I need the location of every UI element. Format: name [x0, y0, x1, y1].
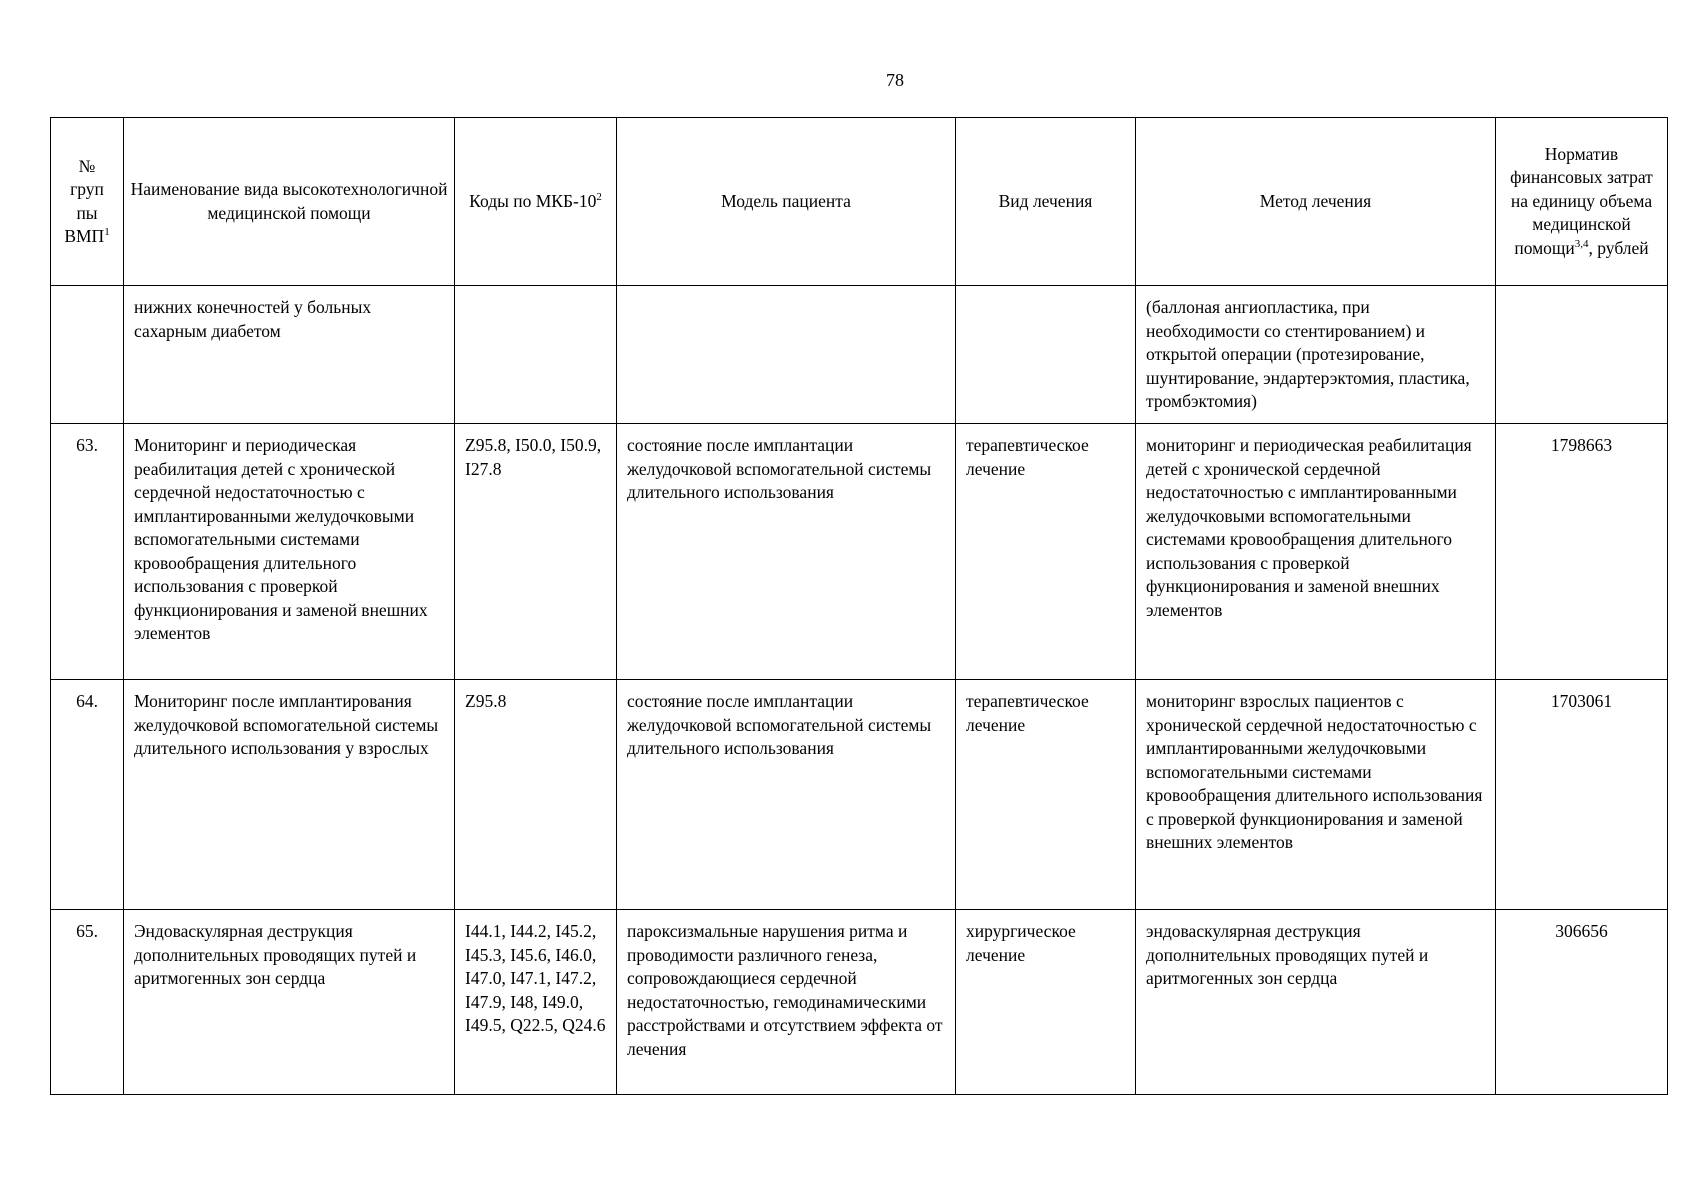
cell-treatment-type	[956, 286, 1136, 424]
header-codes: Коды по МКБ-$10^2$	[455, 118, 617, 286]
table-row	[51, 424, 1668, 680]
cell-treatment-type: терапевтическое лечение	[956, 680, 1136, 910]
table-row	[51, 910, 1668, 1095]
cell-cost: 1798663	[1496, 424, 1668, 680]
cell-codes: I44.1, I44.2, I45.2, I45.3, I45.6, I46.0, I47.0, I47.1, I47.2, I47.9, I48, I49.0, I49.5, Q22.5, Q24.6	[455, 910, 617, 1095]
cell-treatment-type: терапевтическое лечение	[956, 424, 1136, 680]
cell-method: эндоваскулярная деструкция дополнительных проводящих путей и аритмогенных зон сердца	[1136, 910, 1496, 1095]
header-group-no: № груп пы ВМП$^1$	[51, 118, 124, 286]
header-name: Наименование вида высокотехнологичной медицинской помощи	[124, 118, 455, 286]
header-model: Модель пациента	[617, 118, 956, 286]
cell-name: Мониторинг после имплантирования желудочковой вспомогательной системы длительного использования у взрослых	[124, 680, 455, 910]
cell-name: Мониторинг и периодическая реабилитация детей с хронической сердечной недостаточностью с имплантированными желудочковыми вспомогательными системами кровообращения длительного использования с проверкой функционирования и заменой внешних элементов	[124, 424, 455, 680]
cell-method: мониторинг и периодическая реабилитация детей с хронической сердечной недостаточностью с имплантированными желудочковыми вспомогательными системами кровообращения длительного использования с проверкой функционирования и заменой внешних элементов	[1136, 424, 1496, 680]
cell-treatment-type: хирургическое лечение	[956, 910, 1136, 1095]
cell-cost: 306656	[1496, 910, 1668, 1095]
cell-codes: Z95.8, I50.0, I50.9, I27.8	[455, 424, 617, 680]
cell-num: 65.	[51, 910, 124, 1095]
cell-num	[51, 286, 124, 424]
cell-method: (баллоная ангиопластика, при необходимости со стентированием) и открытой операции (протезирование, шунтирование, эндартерэктомия, пластика, тромбэктомия)	[1136, 286, 1496, 424]
cell-num: 64.	[51, 680, 124, 910]
table-row	[51, 286, 1668, 424]
cell-method: мониторинг взрослых пациентов с хронической сердечной недостаточностью с имплантированными желудочковыми вспомогательными системами кровообращения длительного использования с проверкой функционирования и заменой внешних элементов	[1136, 680, 1496, 910]
header-method: Метод лечения	[1136, 118, 1496, 286]
table-row	[51, 680, 1668, 910]
vmp-table	[50, 117, 1668, 1095]
cell-name: Эндоваскулярная деструкция дополнительных проводящих путей и аритмогенных зон сердца	[124, 910, 455, 1095]
cell-codes	[455, 286, 617, 424]
table-header-row	[51, 118, 1668, 286]
cell-name: нижних конечностей у больных сахарным диабетом	[124, 286, 455, 424]
cell-model: состояние после имплантации желудочковой вспомогательной системы длительного использования	[617, 424, 956, 680]
page-number: 78	[886, 70, 904, 90]
header-cost: Норматив финансовых затрат на единицу объема медицинской помощи$^{3,4}$, рублей	[1496, 118, 1668, 286]
cell-num: 63.	[51, 424, 124, 680]
header-treatment-type: Вид лечения	[956, 118, 1136, 286]
cell-cost: 1703061	[1496, 680, 1668, 910]
cell-codes: Z95.8	[455, 680, 617, 910]
cell-model	[617, 286, 956, 424]
cell-cost	[1496, 286, 1668, 424]
cell-model: состояние после имплантации желудочковой вспомогательной системы длительного использования	[617, 680, 956, 910]
cell-model: пароксизмальные нарушения ритма и проводимости различного генеза, сопровождающиеся сердечной недостаточностью, гемодинамическими расстройствами и отсутствием эффекта от лечения	[617, 910, 956, 1095]
